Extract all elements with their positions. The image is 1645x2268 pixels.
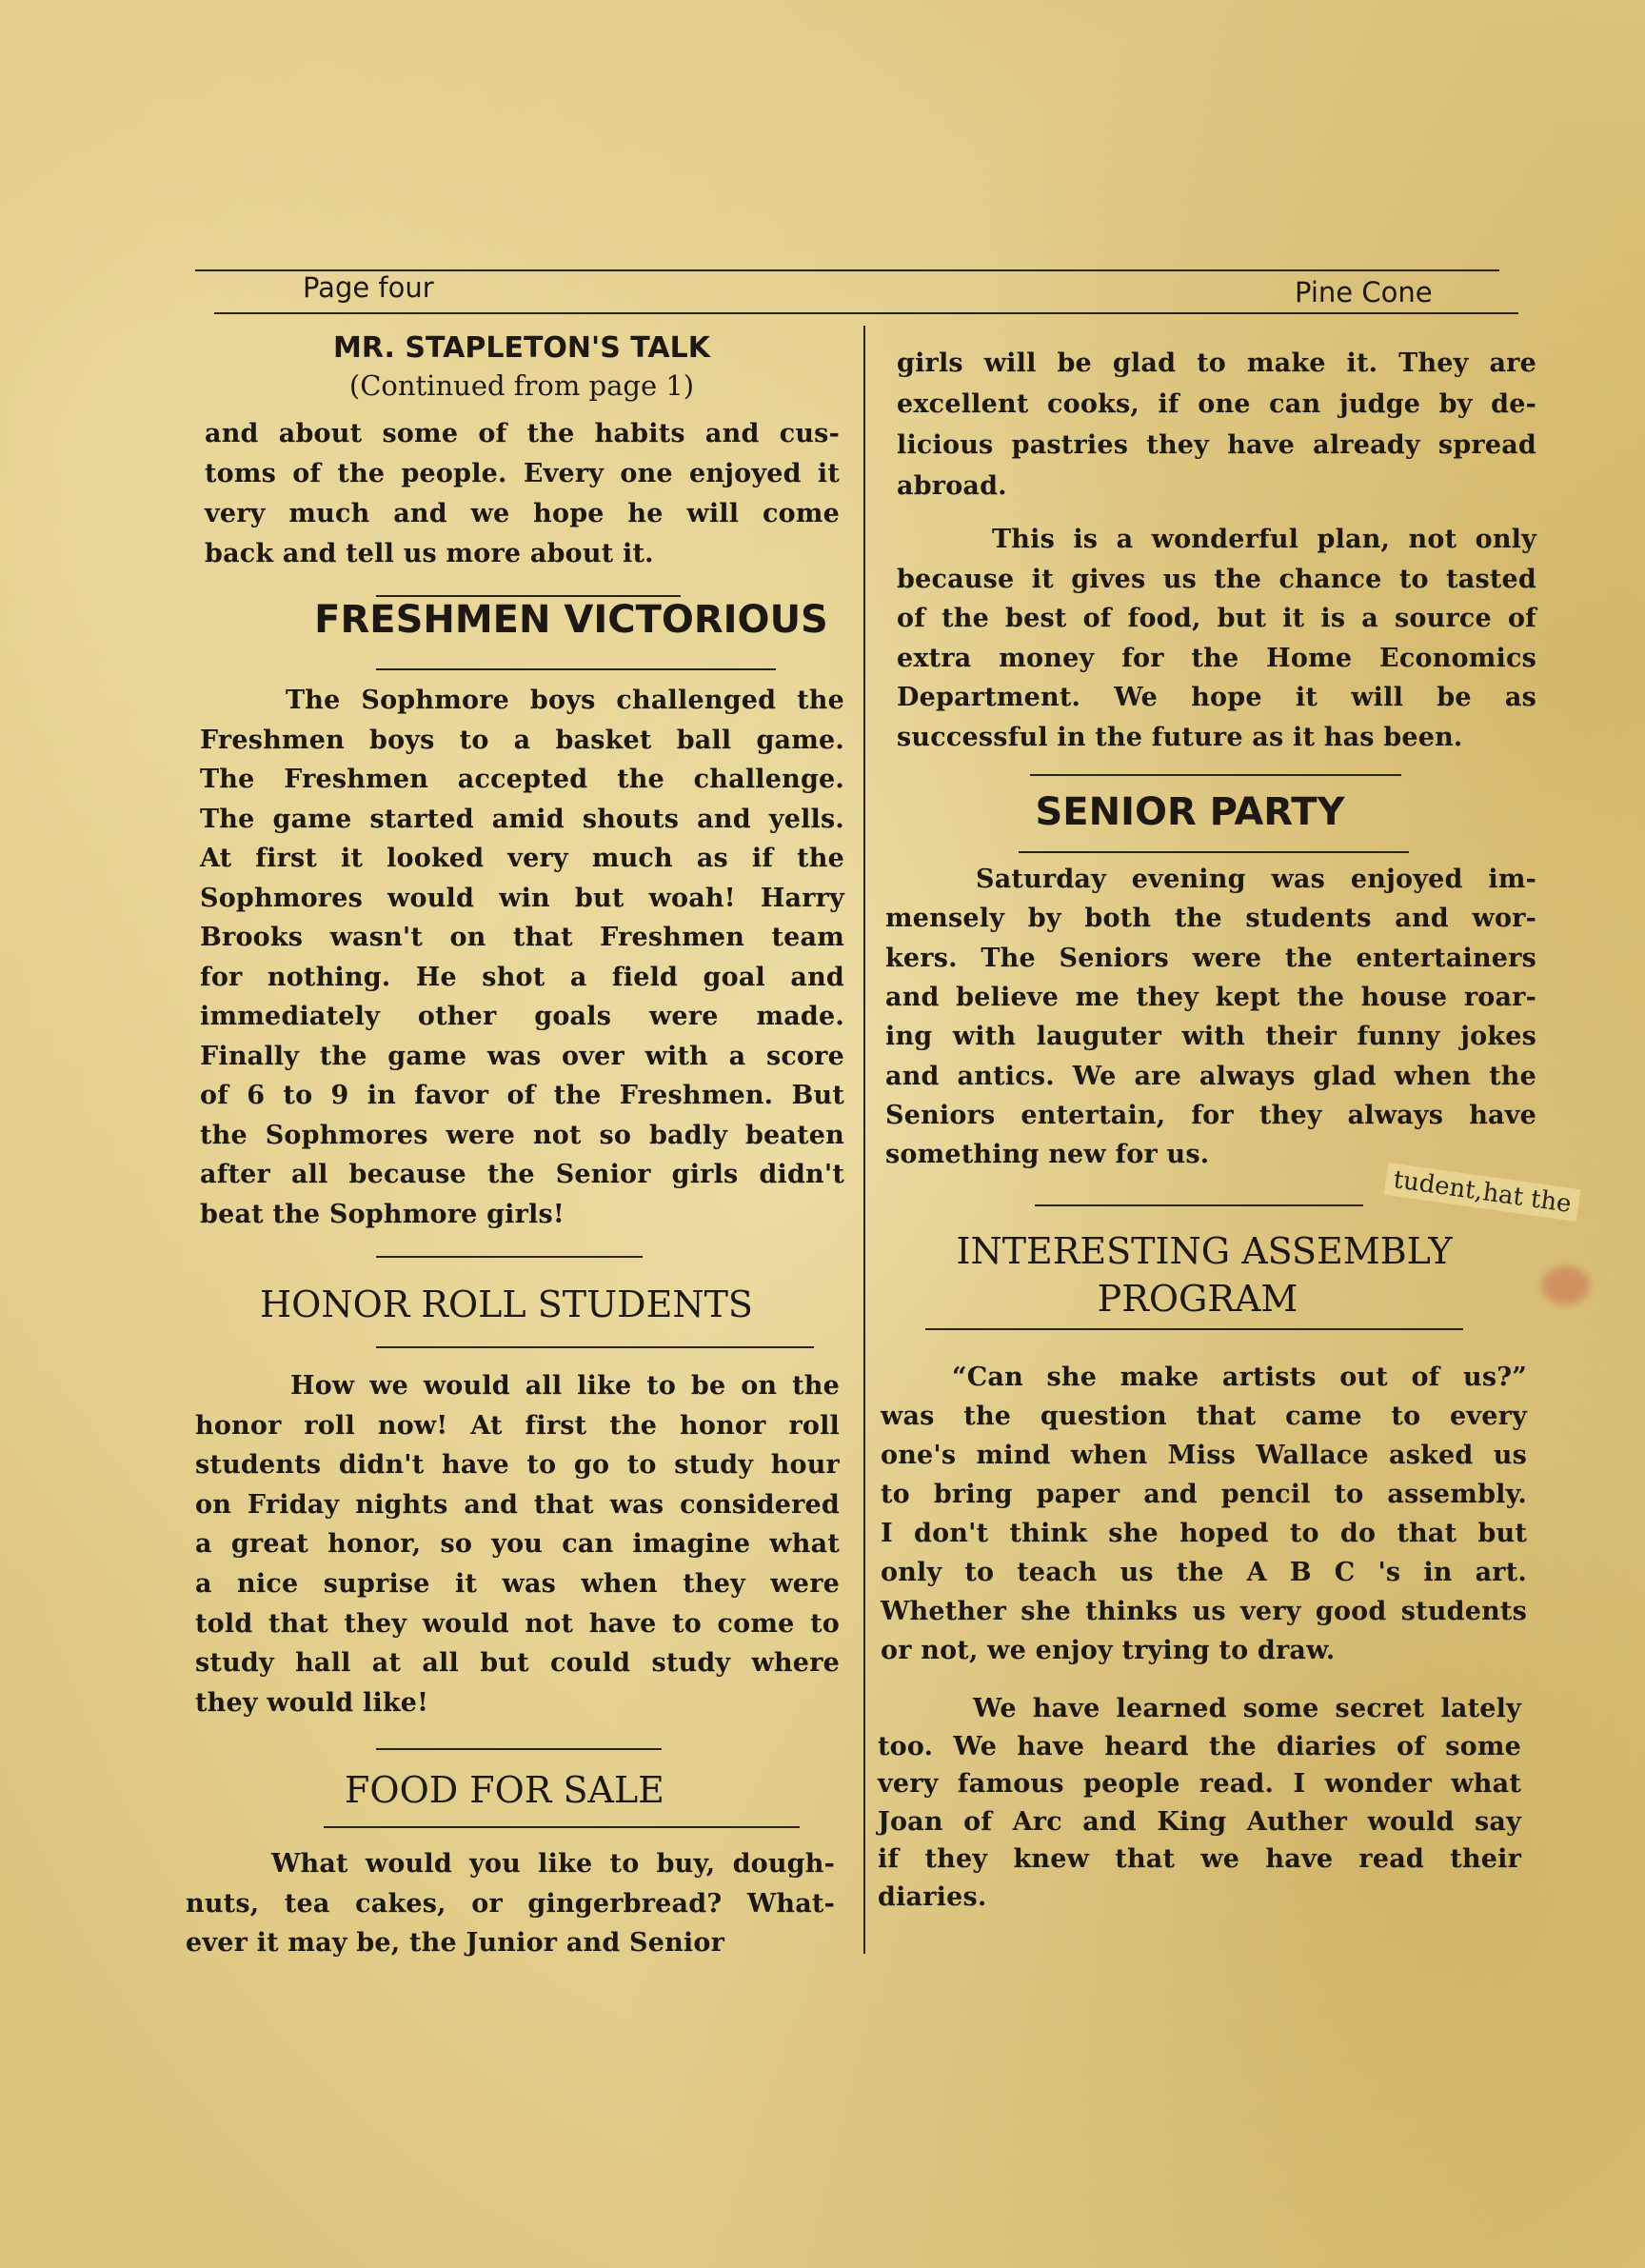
text-line: How we would all like to be on the <box>290 1371 840 1401</box>
text-line: was the question that came to every <box>881 1402 1527 1431</box>
page-number: Page four <box>303 271 434 304</box>
text-line: because it gives us the chance to tasted <box>897 564 1536 594</box>
text-line: and believe me they kept the house roar- <box>885 982 1536 1012</box>
section-heading: PROGRAM <box>1097 1278 1298 1320</box>
text-line: if they knew that we have read their <box>878 1844 1521 1875</box>
section-rule <box>324 1826 800 1828</box>
section-heading: INTERESTING ASSEMBLY <box>956 1230 1453 1272</box>
text-line: back and tell us more about it. <box>205 539 654 568</box>
text-line: on Friday nights and that was considered <box>195 1489 840 1520</box>
text-line: beat the Sophmore girls! <box>200 1199 565 1229</box>
column-divider <box>863 326 865 1954</box>
text-line: very much and we hope he will come <box>205 499 840 528</box>
text-line: or not, we enjoy trying to draw. <box>881 1636 1336 1665</box>
text-line: diaries. <box>878 1882 987 1912</box>
text-line: immediately other goals were made. <box>200 1002 844 1031</box>
text-line: Joan of Arc and King Auther would say <box>878 1806 1521 1837</box>
text-line: excellent cooks, if one can judge by de- <box>897 389 1536 419</box>
section-heading: SENIOR PARTY <box>1035 790 1345 834</box>
text-line: extra money for the Home Economics <box>897 643 1536 673</box>
text-line: very famous people read. I wonder what <box>878 1769 1521 1800</box>
text-line: toms of the people. Every one enjoyed it <box>205 459 840 488</box>
section-heading: MR. STAPLETON'S TALK <box>333 331 710 365</box>
text-line: At first it looked very much as if the <box>200 844 844 873</box>
text-line: girls will be glad to make it. They are <box>897 348 1536 378</box>
text-line: The game started amid shouts and yells. <box>200 804 844 834</box>
text-line: Department. We hope it will be as <box>897 683 1536 713</box>
section-rule <box>376 1748 662 1750</box>
section-rule <box>376 1256 643 1258</box>
text-line: kers. The Seniors were the entertainers <box>885 943 1536 973</box>
text-line: told that they would not have to come to <box>195 1608 840 1639</box>
text-line: We have learned some secret lately <box>973 1694 1521 1723</box>
text-line: Sophmores would win but woah! Harry <box>200 883 844 913</box>
text-line: ing with lauguter with their funny jokes <box>885 1022 1536 1052</box>
section-rule <box>376 595 681 597</box>
text-line: they would like! <box>195 1687 429 1718</box>
text-line: nuts, tea cakes, or gingerbread? What- <box>186 1888 835 1919</box>
text-line: ever it may be, the Junior and Senior <box>186 1928 725 1958</box>
text-line: Finally the game was over with a score <box>200 1041 844 1071</box>
text-line: only to teach us the A B C 's in art. <box>881 1558 1527 1587</box>
text-line: licious pastries they have already spread <box>897 430 1536 460</box>
text-line: “Can she make artists out of us?” <box>952 1363 1527 1392</box>
section-heading: HONOR ROLL STUDENTS <box>260 1283 753 1325</box>
text-line: Seniors entertain, for they always have <box>885 1100 1536 1130</box>
text-line: and antics. We are always glad when the <box>885 1061 1536 1091</box>
section-rule <box>376 668 776 670</box>
text-line: a great honor, so you can imagine what <box>195 1529 840 1560</box>
text-line: for nothing. He shot a field goal and <box>200 962 844 992</box>
text-line: to bring paper and pencil to assembly. <box>881 1480 1527 1509</box>
text-line: Freshmen boys to a basket ball game. <box>200 725 844 755</box>
text-line: the Sophmores were not so badly beaten <box>200 1120 844 1150</box>
text-line: study hall at all but could study where <box>195 1648 840 1679</box>
text-line: Saturday evening was enjoyed im- <box>976 865 1536 894</box>
section-heading: (Continued from page 1) <box>348 369 695 402</box>
text-line: honor roll now! At first the honor roll <box>195 1410 840 1441</box>
text-line: abroad. <box>897 471 1007 501</box>
text-line: What would you like to buy, dough- <box>271 1849 835 1879</box>
text-line: mensely by both the students and wor- <box>885 904 1536 934</box>
text-line: of the best of food, but it is a source of <box>897 604 1536 634</box>
text-line: Whether she thinks us very good students <box>881 1597 1527 1626</box>
text-line: a nice suprise it was when they were <box>195 1569 840 1599</box>
text-line: after all because the Senior girls didn't <box>200 1160 844 1189</box>
text-line: too. We have heard the diaries of some <box>878 1731 1521 1761</box>
text-line: I don't think she hoped to do that but <box>881 1519 1527 1548</box>
pasted-fragment: tudent,hat the <box>1384 1163 1581 1222</box>
text-line: of 6 to 9 in favor of the Freshmen. But <box>200 1081 844 1110</box>
section-rule <box>1030 774 1401 776</box>
section-rule <box>376 1346 814 1348</box>
section-rule <box>1035 1204 1363 1206</box>
header-rule <box>214 312 1518 314</box>
text-line: students didn't have to go to study hour <box>195 1450 840 1481</box>
text-line: The Sophmore boys challenged the <box>286 686 844 715</box>
section-heading: FRESHMEN VICTORIOUS <box>314 598 828 642</box>
section-rule <box>925 1328 1463 1330</box>
text-line: This is a wonderful plan, not only <box>992 525 1536 554</box>
section-heading: FOOD FOR SALE <box>345 1769 664 1811</box>
section-rule <box>1019 851 1409 853</box>
text-line: The Freshmen accepted the challenge. <box>200 765 844 794</box>
publication-name: Pine Cone <box>1295 276 1433 308</box>
red-stain <box>1542 1266 1590 1304</box>
text-line: one's mind when Miss Wallace asked us <box>881 1441 1527 1470</box>
text-line: successful in the future as it has been. <box>897 723 1463 752</box>
text-line: and about some of the habits and cus- <box>205 419 840 448</box>
text-line: something new for us. <box>885 1140 1210 1170</box>
text-line: Brooks wasn't on that Freshmen team <box>200 923 844 952</box>
